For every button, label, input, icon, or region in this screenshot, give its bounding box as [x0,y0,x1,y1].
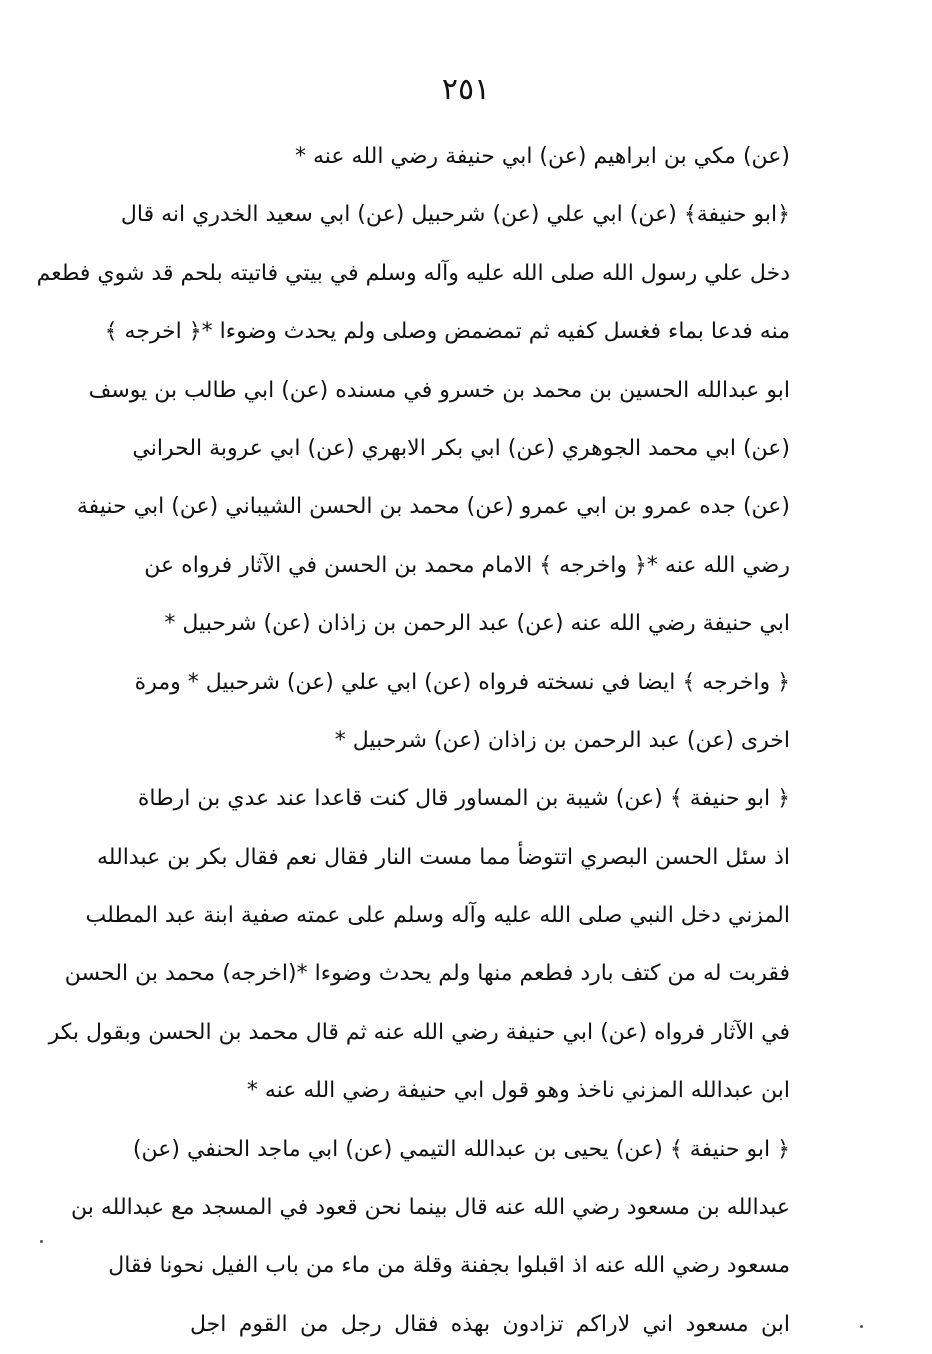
text-line: المزني دخل النبي صلى الله عليه وآله وسلم على عمته صفية ابنة عبد المطلب [85,903,790,929]
body-text [36,128,790,1354]
scan-speck [860,1325,863,1328]
text-line: فقربت له من كتف بارد فطعم منها ولم يحدث وضوءا *(اخرجه) محمد بن الحسن [64,961,790,987]
text-line: (عن) ابي محمد الجوهري (عن) ابي بكر الابهري (عن) ابي عروبة الحراني [132,435,790,461]
text-line: ابن مسعود اني لاراكم تزادون بهذه فقال رجل من القوم اجل [190,1311,790,1337]
text-line: اذ سئل الحسن البصري اتتوضأ مما مست النار فقال نعم فقال بكر بن عبدالله [97,844,790,870]
text-line: دخل علي رسول الله صلى الله عليه وآله وسلم في بيتي فاتيته بلحم قد شوي فطعم [36,260,790,286]
text-line: ﴿ابو حنيفة﴾ (عن) ابي علي (عن) شرحبيل (عن) ابي سعيد الخدري انه قال [120,202,790,228]
text-line: عبدالله بن مسعود رضي الله عنه قال بينما نحن قعود في المسجد مع عبدالله بن [71,1195,790,1221]
text-line: ﴿ واخرجه ﴾ ايضا في نسخته فرواه (عن) ابي علي (عن) شرحبيل * ومرة [134,669,790,695]
text-line: (عن) مكي بن ابراهيم (عن) ابي حنيفة رضي الله عنه * [295,144,790,169]
text-line: ابو عبدالله الحسين بن محمد بن خسرو في مسنده (عن) ابي طالب بن يوسف [88,377,790,403]
text-line: مسعود رضي الله عنه اذ اقبلوا بجفنة وقلة من ماء من باب الفيل نحونا فقال [108,1253,790,1279]
text-line: في الآثار فرواه (عن) ابي حنيفة رضي الله عنه ثم قال محمد بن الحسن وبقول بكر [48,1019,790,1045]
text-line: ﴿ ابو حنيفة ﴾ (عن) شيبة بن المساور قال كنت قاعدا عند عدي بن ارطاة [137,786,790,812]
page-number: ٢٥١ [441,72,491,107]
text-line: اخرى (عن) عبد الرحمن بن زاذان (عن) شرحبيل * [334,727,790,753]
scan-speck [40,1240,43,1243]
text-line: منه فدعا بماء فغسل كفيه ثم تمضمض وصلى ولم يحدث وضوءا *﴿ اخرجه ﴾ [104,319,790,345]
text-line: ابي حنيفة رضي الله عنه (عن) عبد الرحمن بن زاذان (عن) شرحبيل * [164,611,790,637]
text-line: رضي الله عنه *﴿ واخرجه ﴾ الامام محمد بن الحسن في الآثار فرواه عن [144,552,790,578]
text-line: ﴿ ابو حنيفة ﴾ (عن) يحيى بن عبدالله التيمي (عن) ابي ماجد الحنفي (عن) [132,1136,790,1162]
text-line: ابن عبدالله المزني ناخذ وهو قول ابي حنيفة رضي الله عنه * [246,1078,790,1104]
text-line: (عن) جده عمرو بن ابي عمرو (عن) محمد بن الحسن الشيباني (عن) ابي حنيفة [76,494,790,520]
